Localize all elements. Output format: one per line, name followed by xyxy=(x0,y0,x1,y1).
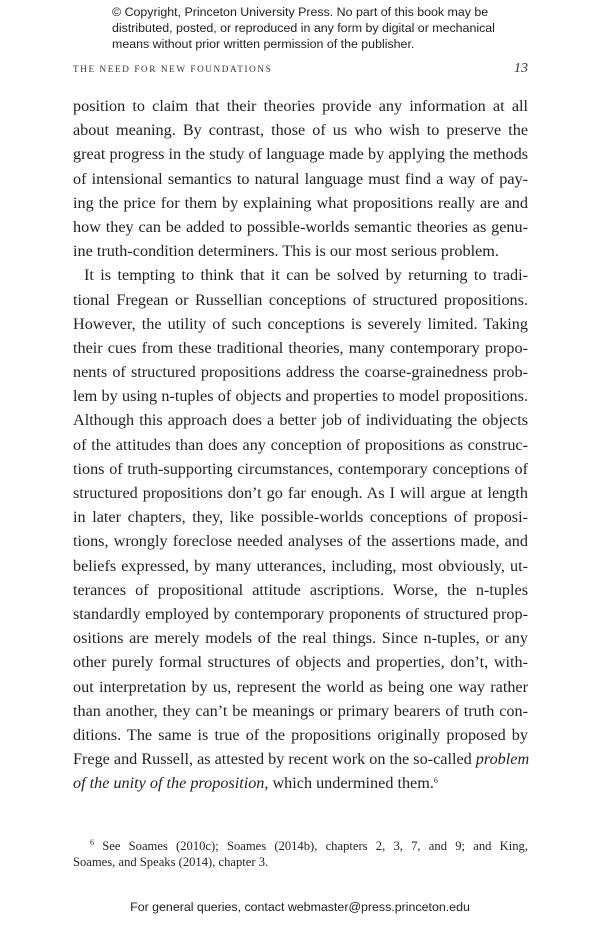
text-run: , which undermined them. xyxy=(264,774,434,793)
text-line: ositions are merely models of the real things. Since n-tuples, or any xyxy=(73,629,528,648)
contact-notice: For general queries, contact webmaster@press.princeton.edu xyxy=(130,900,470,914)
text-line: However, the utility of such conceptions is severely limited. Taking xyxy=(73,314,528,333)
page-number: 13 xyxy=(514,61,528,76)
footnote-line: Soames, and Speaks (2014), chapter 3. xyxy=(73,855,269,869)
text-line: in later chapters, they, like possible-worlds conceptions of proposi- xyxy=(73,508,528,527)
text-line: ing the price for them by explaining what propositions really are and xyxy=(73,193,528,212)
text-line: lem by using n-tuples of objects and properties to model propositions. xyxy=(73,387,528,406)
footnote-marker: 6 xyxy=(90,838,94,847)
running-head xyxy=(73,63,528,79)
text-line: It is tempting to think that it can be solved by returning to tradi- xyxy=(84,266,528,285)
text-line: terances of propositional attitude ascriptions. Worse, the n-tuples xyxy=(73,580,528,599)
footnote-reference[interactable]: 6 xyxy=(433,776,438,786)
paragraph-1 xyxy=(73,94,528,263)
copyright-line: © Copyright, Princeton University Press. No part of this book may be xyxy=(112,5,489,19)
copyright-notice xyxy=(112,4,512,52)
text-line: tions of truth-supporting circumstances, contemporary conceptions of xyxy=(73,459,528,478)
text-line: great progress in the study of language made by applying the methods xyxy=(73,145,528,164)
footnote-text: See Soames (2010c); Soames (2014b), chapters 2, 3, 7, and 9; and King, xyxy=(94,839,528,853)
text-line: ine truth-condition determiners. This is our most serious problem. xyxy=(73,242,499,261)
text-line: ditions. The same is true of the propositions originally proposed by xyxy=(73,725,528,744)
chapter-title: THE NEED FOR NEW FOUNDATIONS xyxy=(73,64,273,74)
text-line: other purely formal structures of objects and properties, don’t, with- xyxy=(73,653,528,672)
paragraph-2 xyxy=(73,263,528,795)
text-line: out interpretation by us, represent the world as being one way rather xyxy=(73,677,528,696)
text-line xyxy=(73,747,528,771)
text-line: tions, wrongly foreclose needed analyses of the assertions made, and xyxy=(73,532,528,551)
text-line: position to claim that their theories provide any information at all xyxy=(73,97,528,115)
text-line: their cues from these traditional theories, many contemporary propo- xyxy=(73,338,528,357)
text-line: tional Fregean or Russellian conceptions of structured propositions. xyxy=(73,290,528,309)
text-line: beliefs expressed, by many utterances, including, most obviously, ut- xyxy=(73,556,528,575)
text-line: of intensional semantics to natural language must find a way of pay- xyxy=(73,169,528,188)
text-line: than another, they can’t be meanings or primary bearers of truth con- xyxy=(73,701,528,720)
text-line: about meaning. By contrast, those of us who wish to preserve the xyxy=(73,121,528,140)
italic-phrase: problem xyxy=(475,750,530,769)
footnote-line xyxy=(73,838,528,854)
text-run: Frege and Russell, as attested by recent work on the so-called xyxy=(73,750,476,769)
text-line: nents of structured propositions address the coarse-grainedness prob- xyxy=(73,363,528,382)
footnote xyxy=(73,838,528,870)
text-line: standardly employed by contemporary proponents of structured prop- xyxy=(73,604,528,623)
text-line: of the attitudes than does any conception of propositions as construc- xyxy=(73,435,528,454)
body-text xyxy=(73,94,528,795)
text-line: how they can be added to possible-worlds semantic theories as genu- xyxy=(73,217,528,236)
copyright-line: means without prior written permission of the publisher. xyxy=(112,37,415,51)
italic-phrase: of the unity of the proposition xyxy=(73,774,265,793)
text-line: Although this approach does a better job of individuating the objects xyxy=(73,411,528,430)
text-line: structured propositions don’t go far enough. As I will argue at length xyxy=(73,484,528,502)
text-line xyxy=(73,771,528,795)
copyright-line: distributed, posted, or reproduced in any form by digital or mechanical xyxy=(112,21,495,35)
